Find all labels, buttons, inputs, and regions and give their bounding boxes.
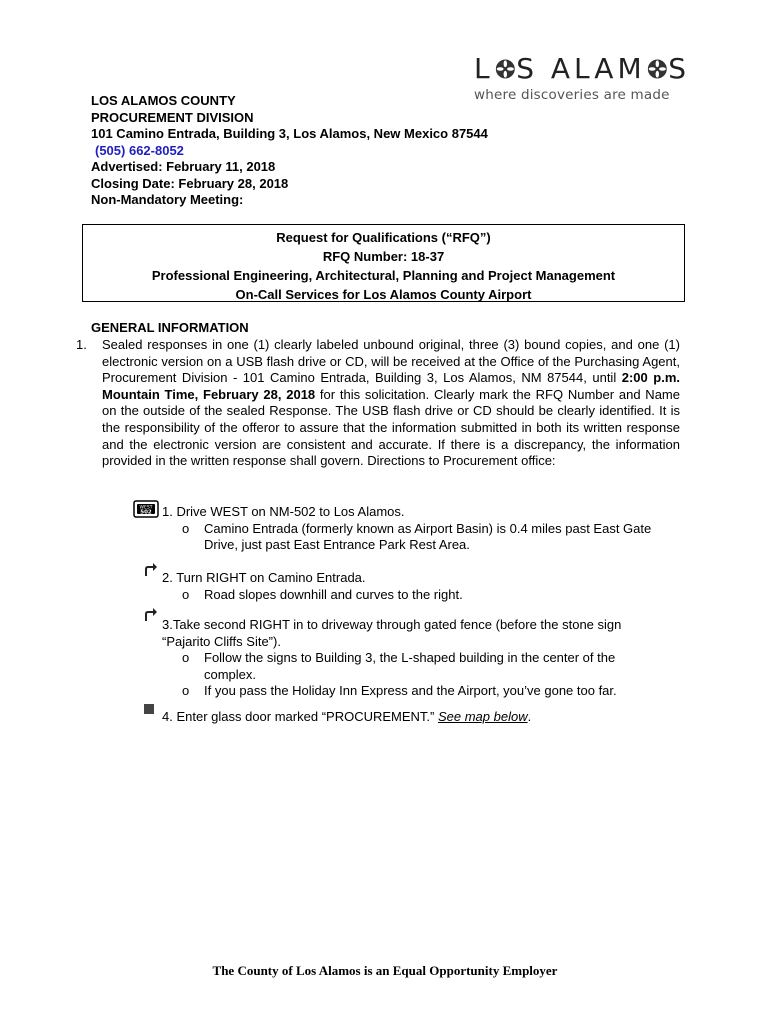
item-number: 1. [76, 337, 87, 352]
general-information-paragraph [102, 337, 680, 470]
direction-step-3 [162, 617, 662, 700]
route-sign-number: 502 [140, 509, 152, 516]
rfq-title-line1: Professional Engineering, Architectural, Planning and Project Management [151, 268, 616, 283]
direction-step-2 [162, 570, 662, 603]
logo-tagline: where discoveries are made [474, 87, 670, 103]
route-sign-direction: WEST [139, 505, 153, 511]
meeting-info: Non-Mandatory Meeting: [91, 192, 244, 207]
bullet: o [182, 586, 190, 602]
step-2-subitem [162, 587, 662, 604]
step-4-text: 4. Enter glass door marked “PROCUREMENT.” [162, 709, 438, 724]
step-1-text: 1. Drive WEST on NM-502 to Los Alamos. [162, 504, 405, 519]
rfq-heading: Request for Qualifications (“RFQ”) [276, 230, 491, 245]
direction-step-4 [162, 709, 662, 726]
step-3-subitem-1 [162, 650, 662, 683]
step-3-sub-text-1: Follow the signs to Building 3, the L-shaped building in the center of the complex. [204, 650, 616, 682]
rfq-title-line2: On-Call Services for Los Alamos County Airport [235, 287, 532, 302]
step-3-text: 3.Take second RIGHT in to driveway through gated fence (before the stone sign “Pajarito Cliffs Site”). [162, 617, 622, 649]
advertised-date: Advertised: February 11, 2018 [91, 159, 276, 174]
step-3-subitem-2 [162, 683, 662, 700]
direction-step-1 [162, 504, 662, 554]
closing-date [91, 176, 488, 193]
paragraph-text: Sealed responses in one (1) clearly labeled unbound original, three (3) bound copies, and one (1) electronic version on a USB flash drive or CD, will be received at the Office of the Purchasing Agent, Procurement Division - 101 Camino Entrada, Building 3, Los Alamos, NM 87544, until [102, 337, 680, 386]
address: 101 Camino Entrada, Building 3, Los Alamos, New Mexico 87544 [91, 126, 488, 141]
division-name: PROCUREMENT DIVISION [91, 109, 254, 125]
logo-flower-icon [495, 57, 516, 81]
logo-flower-icon [647, 57, 668, 81]
turn-right-arrow-icon [142, 606, 158, 622]
rfq-number: RFQ Number: 18-37 [322, 249, 445, 264]
rfq-title-box [82, 224, 685, 302]
los-alamos-logo [474, 54, 690, 103]
header-address-block [91, 93, 488, 209]
step-2-sub-text: Road slopes downhill and curves to the right. [204, 586, 463, 602]
county-name: LOS ALAMOS COUNTY [91, 93, 236, 108]
closing-date-value: : February 28, 2018 [170, 175, 289, 191]
logo-letter-l: L [474, 52, 494, 85]
general-information-heading: GENERAL INFORMATION [91, 320, 249, 335]
stop-square-icon [143, 703, 155, 715]
paragraph-text-cont: for this solicitation. Clearly mark the RFQ Number and Name on the outside of the sealed Response. The USB flash drive or CD should be clearly identified. It is the responsibility of the offeror to assure that the information submitted in both its written response and the electronic version are consistent and accurate. If there is a discrepancy, the information provided in the written response shall govern. Directions to Procurement office: [102, 386, 680, 469]
step-4-period: . [527, 709, 532, 724]
logo-letters-mid: S ALAM [516, 52, 646, 85]
logo-wordmark [474, 54, 690, 84]
step-2-text: 2. Turn RIGHT on Camino Entrada. [162, 570, 366, 585]
logo-letter-s: S [668, 52, 690, 85]
closing-date-label: Closing Date [91, 175, 171, 191]
step-3-sub-text-2: If you pass the Holiday Inn Express and the Airport, you’ve gone too far. [204, 683, 617, 698]
step-1-sub-text: Camino Entrada (formerly known as Airport Basin) is 0.4 miles past East Gate Drive, just past East Entrance Park Rest Area. [204, 520, 652, 552]
bullet: o [182, 650, 190, 665]
phone-link[interactable]: (505) 662-8052 [95, 142, 184, 158]
turn-right-arrow-icon [142, 561, 158, 577]
footer-eoe-statement: The County of Los Alamos is an Equal Opportunity Employer [212, 963, 558, 978]
bullet: o [182, 520, 190, 536]
step-1-subitem [162, 521, 662, 554]
deadline-text: 2:00 p.m. Mountain Time, February 28, 2018 [102, 370, 680, 402]
see-map-link[interactable]: See map below [437, 709, 528, 724]
route-sign-icon [133, 500, 159, 518]
bullet: o [182, 683, 190, 698]
